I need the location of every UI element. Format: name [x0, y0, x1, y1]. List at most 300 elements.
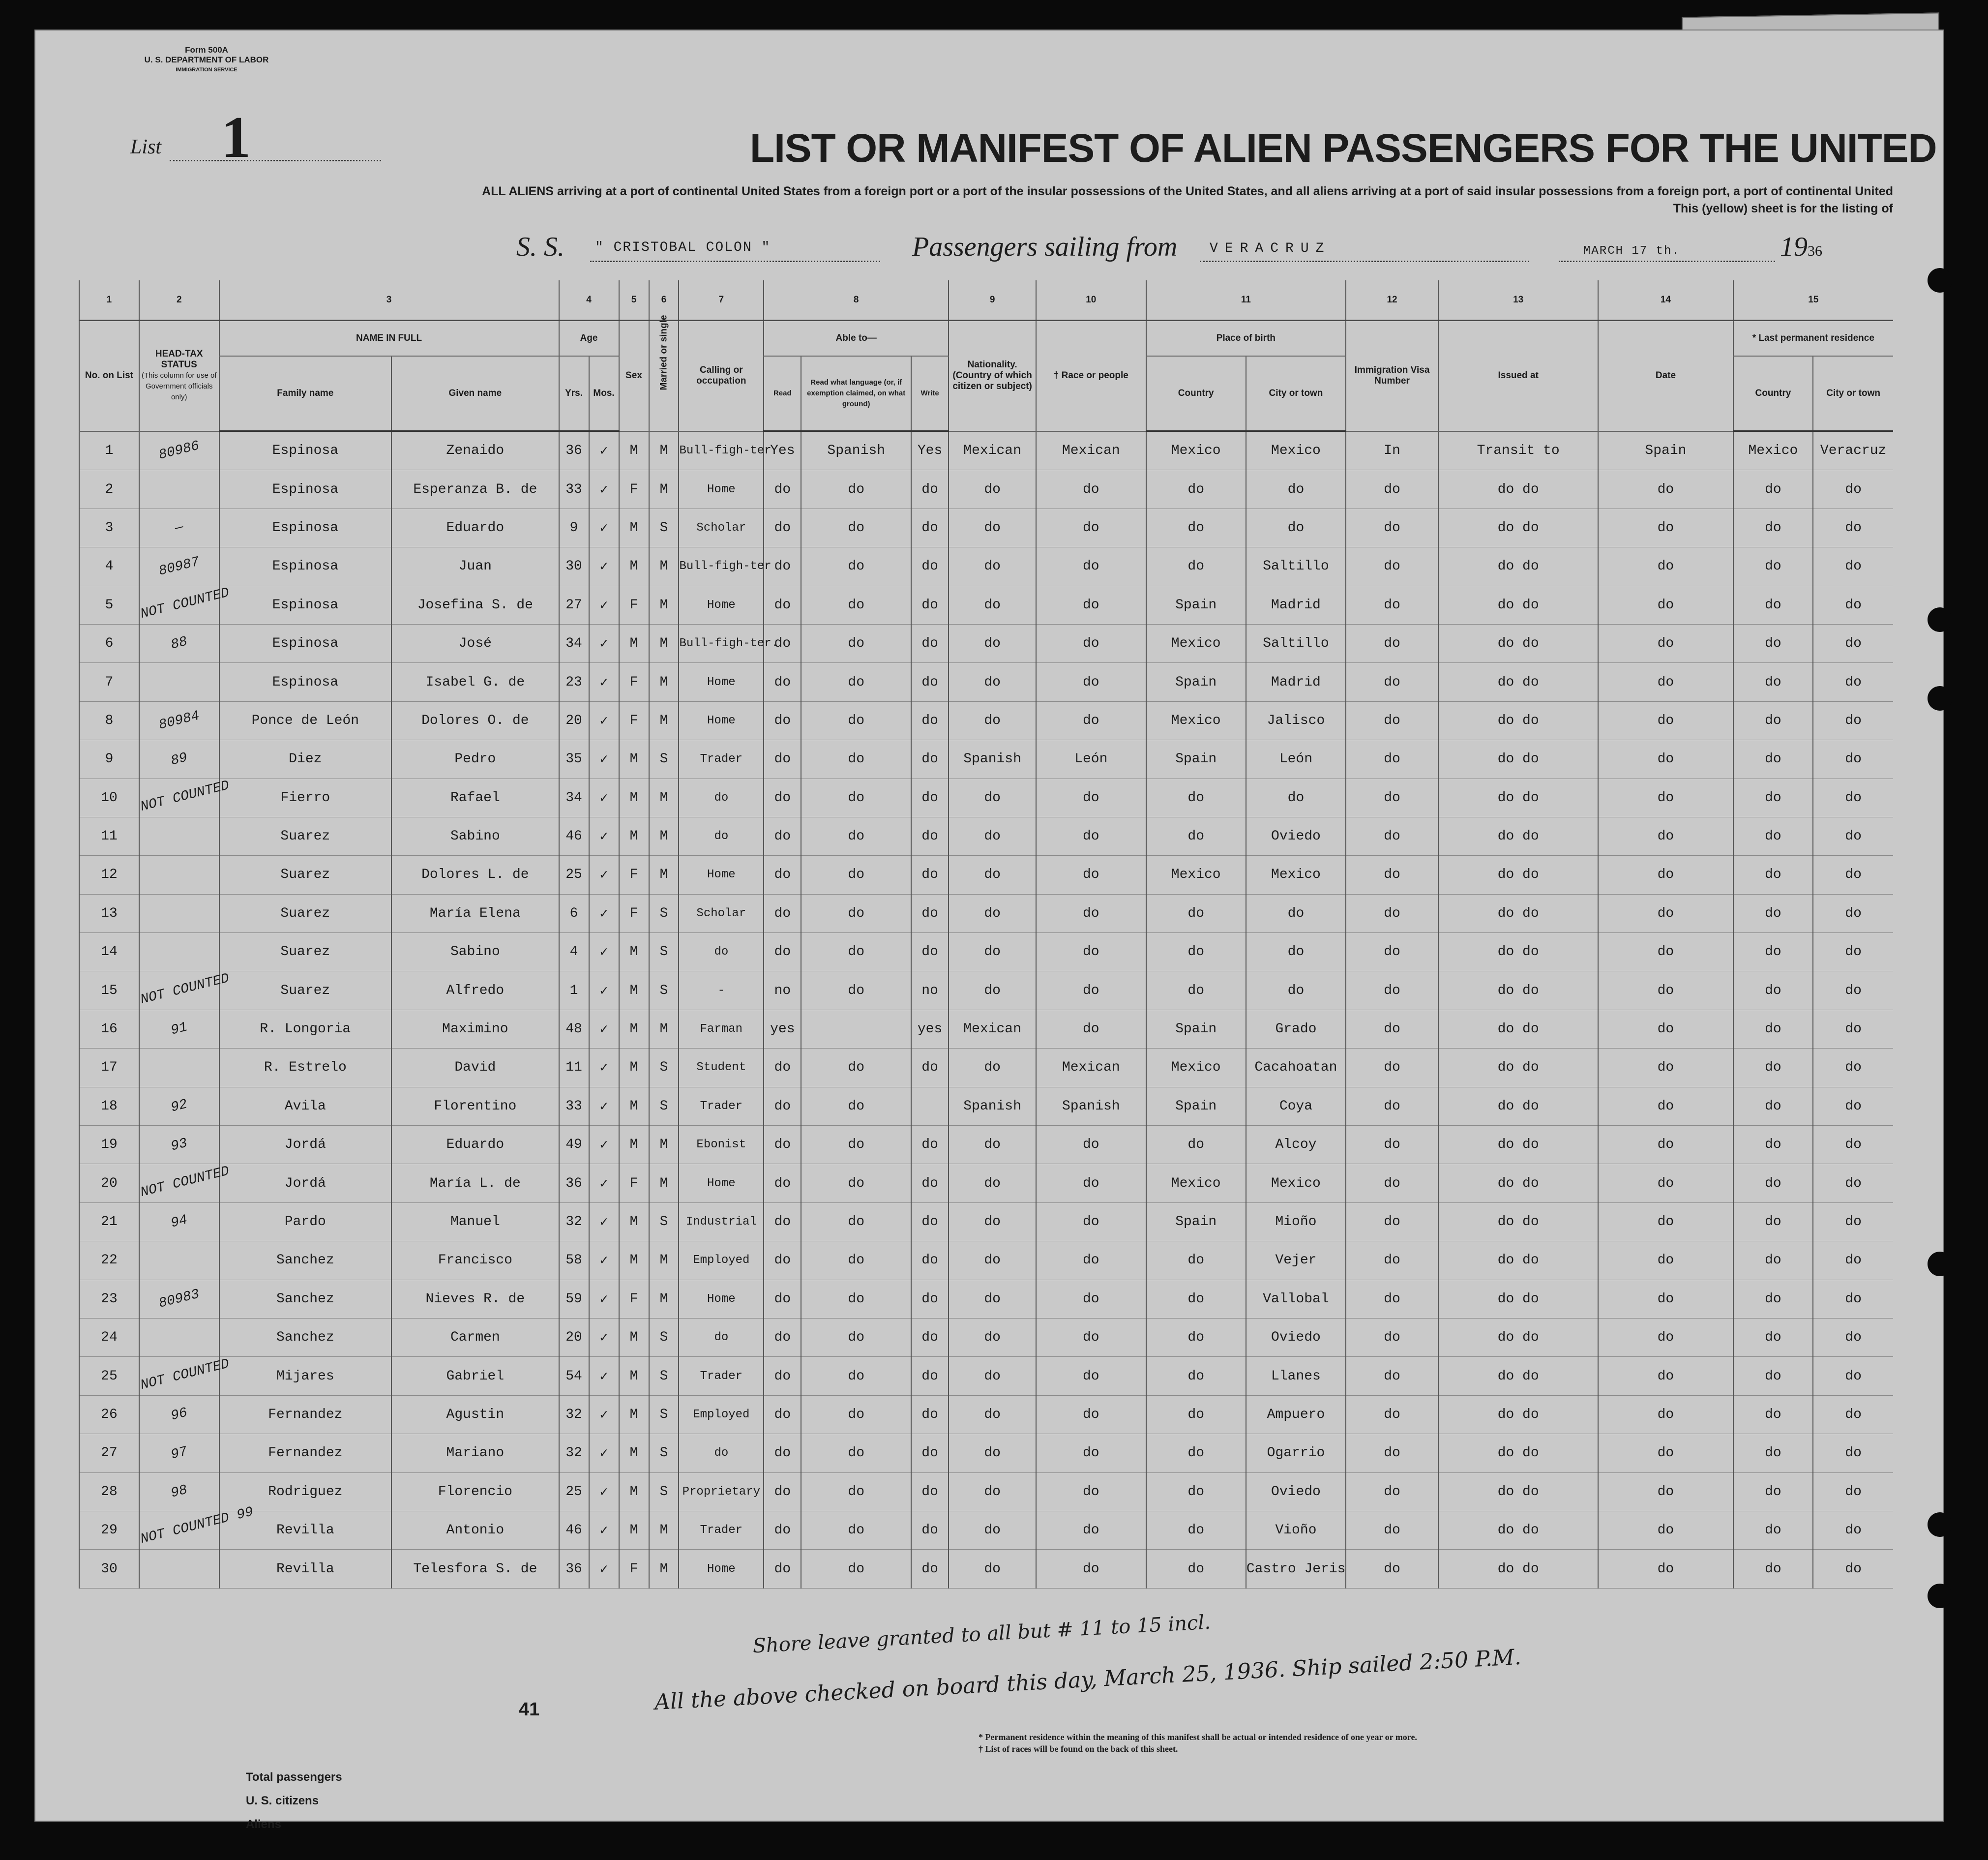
cell-fam: Rodriguez [219, 1472, 392, 1511]
cell-iss: do do [1438, 1164, 1598, 1202]
cell-rt: do [1813, 1357, 1893, 1395]
cell-race: do [1036, 509, 1146, 547]
check-mark: ✓ [589, 1241, 619, 1280]
header-row-1 [79, 321, 1893, 357]
cell-ms: M [649, 856, 679, 894]
cell-yrs: 4 [559, 933, 589, 971]
cell-race: do [1036, 894, 1146, 932]
cell-read: do [764, 509, 801, 547]
cell-rt: do [1813, 1280, 1893, 1318]
cell-no: 29 [79, 1511, 139, 1549]
cell-giv: Alfredo [391, 971, 559, 1010]
cell-race: do [1036, 1164, 1146, 1202]
cell-write: do [911, 1472, 949, 1511]
cell-sex: F [619, 1280, 649, 1318]
table-row [79, 779, 1893, 817]
cell-read: do [764, 1318, 801, 1356]
cell-nat: do [949, 1395, 1036, 1434]
cell-bt: Mexico [1246, 856, 1346, 894]
check-mark: ✓ [589, 547, 619, 586]
cell-visa: do [1346, 663, 1438, 701]
cell-date: do [1598, 856, 1733, 894]
cell-date: do [1598, 1472, 1733, 1511]
cell-nat: do [949, 663, 1036, 701]
cell-iss: do do [1438, 894, 1598, 932]
cell-iss: do do [1438, 586, 1598, 624]
cell-giv: Florentino [391, 1087, 559, 1125]
cell-bc: Mexico [1146, 624, 1246, 662]
cell-write [911, 1087, 949, 1125]
cell-yrs: 27 [559, 586, 589, 624]
cell-bc: do [1146, 1357, 1246, 1395]
cell-nat: do [949, 470, 1036, 509]
cell-occ: Trader [679, 740, 764, 779]
cell-bt: Grado [1246, 1010, 1346, 1048]
cell-write: do [911, 1280, 949, 1318]
cell-lang: do [801, 779, 911, 817]
cell-yrs: 46 [559, 817, 589, 855]
cell-iss: do do [1438, 663, 1598, 701]
check-mark: ✓ [589, 431, 619, 470]
cell-iss: do do [1438, 1318, 1598, 1356]
cell-ht: NOT COUNTED [136, 577, 223, 633]
cell-visa: do [1346, 1049, 1438, 1087]
cell-lang: do [801, 1202, 911, 1241]
cell-write: yes [911, 1010, 949, 1048]
footnote-races: † List of races will be found on the back of this sheet. [979, 1744, 1178, 1754]
cell-lang: do [801, 701, 911, 740]
cell-visa: do [1346, 1395, 1438, 1434]
cell-rt: Veracruz [1813, 431, 1893, 470]
cell-write: do [911, 509, 949, 547]
col-num: 11 [1146, 280, 1346, 321]
cell-no: 18 [79, 1087, 139, 1125]
cell-no: 16 [79, 1010, 139, 1048]
no-on-list-header: No. on List [79, 321, 139, 431]
check-mark: ✓ [589, 1550, 619, 1588]
check-mark: ✓ [589, 1318, 619, 1356]
cell-rc: do [1733, 1202, 1813, 1241]
cell-rc: do [1733, 624, 1813, 662]
cell-ht: NOT COUNTED [136, 770, 223, 826]
cell-yrs: 34 [559, 779, 589, 817]
cell-lang: do [801, 933, 911, 971]
cell-sex: M [619, 779, 649, 817]
cell-nat: do [949, 1241, 1036, 1280]
cell-occ: Employed [679, 1241, 764, 1280]
cell-rc: do [1733, 586, 1813, 624]
visa-number-header: Immigration Visa Number [1346, 321, 1438, 431]
cell-rt: do [1813, 586, 1893, 624]
cell-race: do [1036, 971, 1146, 1010]
cell-date: do [1598, 894, 1733, 932]
table-row [79, 1010, 1893, 1048]
cell-race: do [1036, 1550, 1146, 1588]
check-mark: ✓ [589, 1049, 619, 1087]
cell-bc: do [1146, 1511, 1246, 1549]
cell-lang: do [801, 1395, 911, 1434]
cell-fam: Sanchez [219, 1318, 392, 1356]
cell-bc: Mexico [1146, 701, 1246, 740]
cell-date: do [1598, 1202, 1733, 1241]
cell-visa: do [1346, 1357, 1438, 1395]
cell-visa: do [1346, 1126, 1438, 1164]
cell-sex: M [619, 1087, 649, 1125]
cell-rt: do [1813, 1472, 1893, 1511]
cell-fam: Sanchez [219, 1280, 392, 1318]
punch-hole [1928, 1252, 1952, 1276]
cell-rt: do [1813, 1202, 1893, 1241]
table-row [79, 933, 1893, 971]
cell-read: do [764, 856, 801, 894]
cell-bt: Madrid [1246, 586, 1346, 624]
check-mark: ✓ [589, 1164, 619, 1202]
cell-date: do [1598, 586, 1733, 624]
cell-yrs: 32 [559, 1434, 589, 1472]
cell-bc: Mexico [1146, 1164, 1246, 1202]
cell-race: do [1036, 1318, 1146, 1356]
cell-rt: do [1813, 894, 1893, 932]
cell-lang: do [801, 509, 911, 547]
cell-occ: Scholar [679, 894, 764, 932]
cell-iss: do do [1438, 547, 1598, 586]
cell-write: do [911, 856, 949, 894]
cell-nat: do [949, 547, 1036, 586]
cell-fam: Sanchez [219, 1241, 392, 1280]
cell-write: do [911, 894, 949, 932]
cell-rt: do [1813, 1126, 1893, 1164]
cell-bt: Ogarrio [1246, 1434, 1346, 1472]
cell-fam: Suarez [219, 856, 392, 894]
cell-bc: Mexico [1146, 431, 1246, 470]
check-mark: ✓ [589, 856, 619, 894]
cell-write: do [911, 740, 949, 779]
cell-ms: M [649, 663, 679, 701]
cell-date: do [1598, 663, 1733, 701]
table-row [79, 1472, 1893, 1511]
cell-iss: do do [1438, 1395, 1598, 1434]
cell-bt: Castro Jeris [1246, 1550, 1346, 1588]
cell-lang: do [801, 1550, 911, 1588]
cell-date: do [1598, 470, 1733, 509]
cell-bc: do [1146, 470, 1246, 509]
cell-ht: 89 [136, 731, 223, 787]
cell-nat: do [949, 1164, 1036, 1202]
cell-occ: Ebonist [679, 1126, 764, 1164]
cell-giv: Antonio [391, 1511, 559, 1549]
col-num: 2 [139, 280, 219, 321]
cell-write: do [911, 470, 949, 509]
cell-write: do [911, 1202, 949, 1241]
cell-fam: Suarez [219, 817, 392, 855]
cell-bt: do [1246, 933, 1346, 971]
check-mark: ✓ [589, 1126, 619, 1164]
cell-sex: M [619, 1010, 649, 1048]
cell-ms: S [649, 509, 679, 547]
intro-line-2: This (yellow) sheet is for the listing of [1673, 202, 1893, 215]
cell-yrs: 36 [559, 1550, 589, 1588]
cell-bt: do [1246, 509, 1346, 547]
cell-rt: do [1813, 1318, 1893, 1356]
cell-occ: do [679, 933, 764, 971]
cell-race: do [1036, 1280, 1146, 1318]
cell-giv: Dolores O. de [391, 701, 559, 740]
cell-lang: do [801, 971, 911, 1010]
cell-no: 5 [79, 586, 139, 624]
cell-no: 12 [79, 856, 139, 894]
cell-nat: do [949, 1434, 1036, 1472]
cell-sex: M [619, 1472, 649, 1511]
cell-ms: M [649, 701, 679, 740]
cell-occ: Home [679, 586, 764, 624]
cell-fam: Avila [219, 1087, 392, 1125]
cell-bt: Oviedo [1246, 1318, 1346, 1356]
check-mark: ✓ [589, 1395, 619, 1434]
table-row [79, 1511, 1893, 1549]
cell-fam: Espinosa [219, 431, 392, 470]
cell-no: 24 [79, 1318, 139, 1356]
cell-race: do [1036, 470, 1146, 509]
cell-no: 15 [79, 971, 139, 1010]
cell-fam: Fierro [219, 779, 392, 817]
cell-write: do [911, 586, 949, 624]
read-header: Read [764, 356, 801, 431]
cell-giv: Juan [391, 547, 559, 586]
cell-fam: Espinosa [219, 509, 392, 547]
cell-iss: do do [1438, 1280, 1598, 1318]
cell-no: 2 [79, 470, 139, 509]
cell-nat: Mexican [949, 1010, 1036, 1048]
cell-read: do [764, 624, 801, 662]
cell-date: do [1598, 1318, 1733, 1356]
cell-ms: M [649, 1550, 679, 1588]
table-row [79, 470, 1893, 509]
cell-no: 20 [79, 1164, 139, 1202]
page-title: LIST OR MANIFEST OF ALIEN PASSENGERS FOR THE UNITED [750, 126, 1937, 171]
cell-read: do [764, 1511, 801, 1549]
table-row [79, 1164, 1893, 1202]
cell-ms: M [649, 547, 679, 586]
cell-ms: M [649, 1010, 679, 1048]
cell-race: do [1036, 547, 1146, 586]
intro-line-1: ALL ALIENS arriving at a port of continental United States from a foreign port or a port of the insular possessions of the United States, and all aliens arriving at a port of said insular possessions from a foreign port, a port of continental United [482, 184, 1893, 198]
cell-write: do [911, 1049, 949, 1087]
check-mark: ✓ [589, 624, 619, 662]
cell-race: do [1036, 1010, 1146, 1048]
cell-iss: do do [1438, 856, 1598, 894]
cell-rt: do [1813, 1010, 1893, 1048]
cell-bc: Spain [1146, 586, 1246, 624]
cell-lang: do [801, 1357, 911, 1395]
cell-yrs: 32 [559, 1202, 589, 1241]
cell-rc: do [1733, 509, 1813, 547]
punch-hole [1928, 607, 1952, 632]
cell-iss: do do [1438, 624, 1598, 662]
cell-read: do [764, 1472, 801, 1511]
cell-fam: Fernandez [219, 1395, 392, 1434]
cell-visa: do [1346, 1087, 1438, 1125]
cell-lang: do [801, 1318, 911, 1356]
cell-rc: do [1733, 663, 1813, 701]
punch-hole [1928, 686, 1952, 711]
cell-nat: do [949, 509, 1036, 547]
cell-occ: Home [679, 470, 764, 509]
cell-giv: María Elena [391, 894, 559, 932]
cell-nat: do [949, 817, 1036, 855]
cell-ms: S [649, 894, 679, 932]
cell-date: do [1598, 971, 1733, 1010]
cell-sex: M [619, 1434, 649, 1472]
cell-bt: Vioño [1246, 1511, 1346, 1549]
col-num: 6 [649, 280, 679, 321]
cell-rt: do [1813, 856, 1893, 894]
cell-bc: do [1146, 1395, 1246, 1434]
cell-rt: do [1813, 1164, 1893, 1202]
cell-date: Spain [1598, 431, 1733, 470]
cell-giv: Esperanza B. de [391, 470, 559, 509]
cell-rc: Mexico [1733, 431, 1813, 470]
cell-iss: do do [1438, 1241, 1598, 1280]
cell-nat: do [949, 1511, 1036, 1549]
cell-nat: do [949, 1049, 1036, 1087]
cell-visa: do [1346, 856, 1438, 894]
table-row [79, 1395, 1893, 1434]
col-num: 5 [619, 280, 649, 321]
cell-no: 8 [79, 701, 139, 740]
cell-yrs: 30 [559, 547, 589, 586]
cell-occ: - [679, 971, 764, 1010]
cell-occ: Trader [679, 1357, 764, 1395]
cell-rc: do [1733, 740, 1813, 779]
cell-no: 27 [79, 1434, 139, 1472]
nationality-header: Nationality. (Country of which citizen or subject) [949, 321, 1036, 431]
cell-lang: do [801, 470, 911, 509]
col-num: 12 [1346, 280, 1438, 321]
cell-rt: do [1813, 740, 1893, 779]
cell-bc: Spain [1146, 1010, 1246, 1048]
age-header: Age [559, 321, 619, 357]
cell-read: do [764, 894, 801, 932]
table-row [79, 1357, 1893, 1395]
cell-giv: Eduardo [391, 1126, 559, 1164]
cell-sex: F [619, 894, 649, 932]
cell-rt: do [1813, 470, 1893, 509]
cell-lang: do [801, 1280, 911, 1318]
birth-city-header: City or town [1246, 356, 1346, 431]
cell-lang: do [801, 894, 911, 932]
cell-rt: do [1813, 547, 1893, 586]
cell-write: do [911, 1357, 949, 1395]
cell-visa: do [1346, 1164, 1438, 1202]
punch-hole [1928, 1512, 1952, 1537]
cell-race: do [1036, 663, 1146, 701]
cell-bc: do [1146, 1472, 1246, 1511]
cell-yrs: 6 [559, 894, 589, 932]
cell-no: 11 [79, 817, 139, 855]
cell-write: do [911, 1241, 949, 1280]
cell-race: do [1036, 1472, 1146, 1511]
cell-read: do [764, 779, 801, 817]
cell-ht: 80983 [136, 1271, 223, 1327]
cell-no: 14 [79, 933, 139, 971]
cell-write: Yes [911, 431, 949, 470]
cell-nat: do [949, 1318, 1036, 1356]
table-row [79, 509, 1893, 547]
cell-read: do [764, 1126, 801, 1164]
us-citizens-label: U. S. citizens [246, 1794, 319, 1807]
date-dotted-line [1559, 261, 1775, 262]
port-dotted-line [1200, 261, 1529, 262]
cell-yrs: 25 [559, 856, 589, 894]
cell-ms: M [649, 1280, 679, 1318]
cell-bt: Coya [1246, 1087, 1346, 1125]
cell-rc: do [1733, 1087, 1813, 1125]
cell-ms: M [649, 779, 679, 817]
mos-header: Mos. [589, 356, 619, 431]
cell-sex: F [619, 1164, 649, 1202]
cell-nat: do [949, 586, 1036, 624]
cell-read: do [764, 817, 801, 855]
cell-occ: Home [679, 1550, 764, 1588]
cell-rt: do [1813, 1434, 1893, 1472]
cell-bc: do [1146, 894, 1246, 932]
cell-visa: do [1346, 779, 1438, 817]
cell-visa: do [1346, 1202, 1438, 1241]
cell-date: do [1598, 1511, 1733, 1549]
cell-read: do [764, 1280, 801, 1318]
cell-giv: Josefina S. de [391, 586, 559, 624]
cell-giv: Zenaido [391, 431, 559, 470]
cell-giv: Mariano [391, 1434, 559, 1472]
check-mark: ✓ [589, 1280, 619, 1318]
cell-read: Yes [764, 431, 801, 470]
cell-iss: do do [1438, 509, 1598, 547]
cell-rt: do [1813, 624, 1893, 662]
cell-no: 30 [79, 1550, 139, 1588]
cell-fam: Jordá [219, 1164, 392, 1202]
table-row [79, 894, 1893, 932]
cell-rt: do [1813, 817, 1893, 855]
cell-yrs: 54 [559, 1357, 589, 1395]
cell-visa: do [1346, 1318, 1438, 1356]
cell-ms: M [649, 470, 679, 509]
cell-nat: do [949, 971, 1036, 1010]
cell-rt: do [1813, 933, 1893, 971]
service-name: IMMIGRATION SERVICE [176, 67, 237, 73]
cell-giv: Manuel [391, 1202, 559, 1241]
cell-iss: do do [1438, 1511, 1598, 1549]
check-mark: ✓ [589, 1010, 619, 1048]
table-row [79, 431, 1893, 470]
cell-iss: do do [1438, 933, 1598, 971]
cell-rt: do [1813, 971, 1893, 1010]
cell-lang: do [801, 1434, 911, 1472]
cell-giv: María L. de [391, 1164, 559, 1202]
cell-read: do [764, 1164, 801, 1202]
cell-sex: M [619, 1049, 649, 1087]
check-mark: ✓ [589, 586, 619, 624]
cell-occ: Home [679, 701, 764, 740]
cell-sex: F [619, 663, 649, 701]
cell-ms: S [649, 740, 679, 779]
cell-iss: do do [1438, 701, 1598, 740]
cell-bt: Mexico [1246, 431, 1346, 470]
cell-rt: do [1813, 701, 1893, 740]
list-number: 1 [221, 104, 251, 170]
cell-no: 23 [79, 1280, 139, 1318]
cell-nat: do [949, 779, 1036, 817]
cell-ht: 94 [136, 1194, 223, 1250]
